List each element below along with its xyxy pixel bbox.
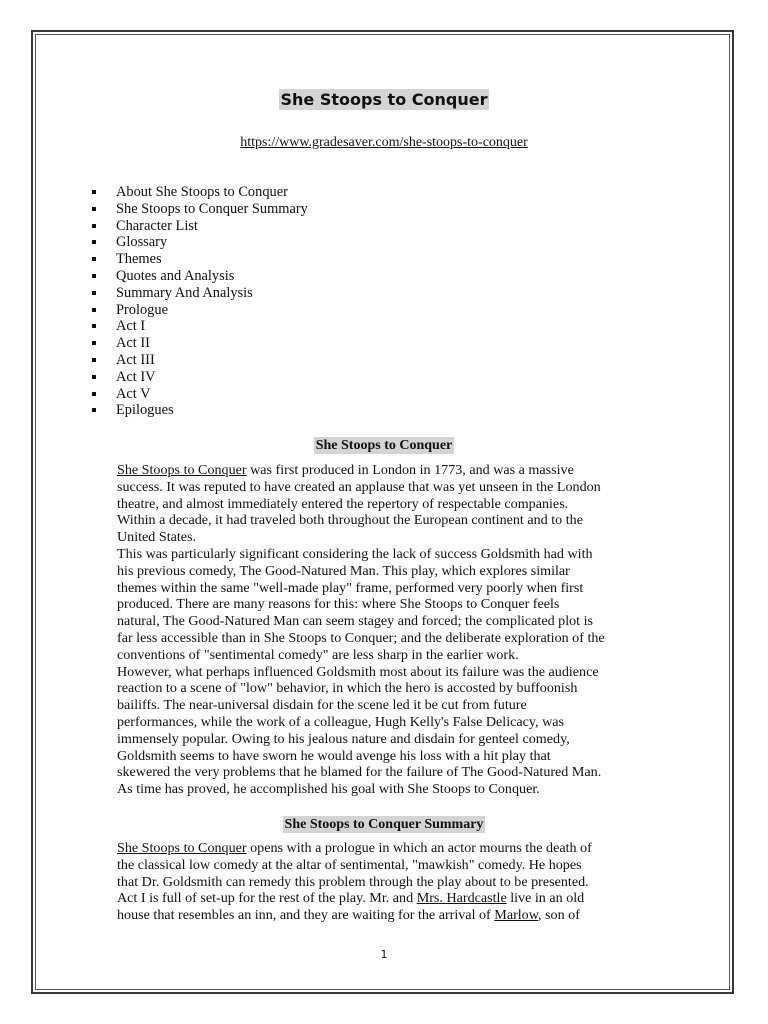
text-line: performances, while the work of a colleague, Hugh Kelly's False Delicacy, was: [117, 713, 564, 730]
text-line: reaction to a scene of "low" behavior, in which the hero is accosted by buffoonish: [117, 680, 578, 697]
play-title-link[interactable]: She Stoops to Conquer: [117, 462, 247, 478]
text-line: produced. There are many reasons for this: where She Stoops to Conquer feels: [117, 596, 560, 613]
toc-item: Character List: [90, 218, 308, 235]
text-line: This was particularly significant considering the lack of success Goldsmith had with: [117, 545, 593, 562]
toc-item: Prologue: [90, 302, 308, 319]
intro-paragraph: [117, 462, 657, 798]
text-span: live in an old: [506, 890, 585, 907]
text-span: was first produced in London in 1773, and was a massive: [246, 462, 574, 478]
text-line: bailiffs. The near-universal disdain for the scene led it be cut from future: [117, 697, 527, 714]
toc-item: Act V: [90, 386, 308, 403]
toc-item: She Stoops to Conquer Summary: [90, 201, 308, 218]
section-heading-summary-text: She Stoops to Conquer Summary: [284, 817, 484, 832]
toc-item: Act IV: [90, 369, 308, 386]
text-line: United States.: [117, 529, 197, 546]
text-span: Act I is full of set-up for the rest of the play. Mr. and: [117, 890, 417, 907]
text-line: conventions of "sentimental comedy" are less sharp in the earlier work.: [117, 646, 519, 663]
text-line: natural, The Good-Natured Man can seem stagey and forced; the complicated plot is: [117, 613, 594, 630]
text-line: [117, 907, 657, 924]
text-line: [117, 890, 657, 907]
text-line: immensely popular. Owing to his jealous nature and disdain for genteel comedy,: [117, 730, 570, 747]
text-span: opens with a prologue in which an actor mourns the death of: [246, 840, 592, 856]
play-title-link[interactable]: She Stoops to Conquer: [117, 840, 247, 856]
text-line: success. It was reputed to have created an applause that was yet unseen in the London: [117, 478, 601, 495]
page-number: 1: [380, 948, 388, 961]
toc-item: Summary And Analysis: [90, 285, 308, 302]
document-title: [0, 90, 768, 110]
section-heading-intro: [0, 438, 768, 454]
text-span: , son of: [538, 907, 580, 924]
text-line: themes within the same "well-made play" frame, performed very poorly when first: [117, 579, 584, 596]
toc-item: Act II: [90, 335, 308, 352]
text-line: theatre, and almost immediately entered the repertory of respectable companies.: [117, 495, 569, 512]
toc-item: Act III: [90, 352, 308, 369]
section-heading-intro-text: She Stoops to Conquer: [315, 438, 453, 453]
toc-item: Epilogues: [90, 402, 308, 419]
source-url-link[interactable]: https://www.gradesaver.com/she-stoops-to-conquer: [240, 135, 528, 150]
section-heading-summary: [0, 817, 768, 833]
text-line: his previous comedy, The Good-Natured Man. This play, which explores similar: [117, 562, 570, 579]
text-span: house that resembles an inn, and they are waiting for the arrival of: [117, 907, 495, 924]
text-line: Goldsmith seems to have sworn he would avenge his loss with a hit play that: [117, 747, 551, 764]
text-line: As time has proved, he accomplished his goal with She Stoops to Conquer.: [117, 781, 540, 798]
toc-item: About She Stoops to Conquer: [90, 184, 308, 201]
text-line: However, what perhaps influenced Goldsmith most about its failure was the audience: [117, 663, 599, 680]
summary-paragraph: [117, 840, 657, 924]
toc-item: Quotes and Analysis: [90, 268, 308, 285]
text-line: [117, 840, 657, 857]
table-of-contents: [90, 184, 308, 419]
text-line: Within a decade, it had traveled both throughout the European continent and to the: [117, 512, 583, 529]
text-line: [117, 462, 657, 479]
character-link-marlow[interactable]: Marlow: [494, 907, 538, 924]
document-title-text: She Stoops to Conquer: [280, 90, 488, 109]
character-link-mrs-hardcastle[interactable]: Mrs. Hardcastle: [416, 890, 507, 907]
toc-item: Act I: [90, 318, 308, 335]
text-line: that Dr. Goldsmith can remedy this problem through the play about to be presented.: [117, 873, 589, 890]
text-line: the classical low comedy at the altar of sentimental, "mawkish" comedy. He hopes: [117, 856, 582, 873]
toc-item: Glossary: [90, 234, 308, 251]
text-line: skewered the very problems that he blamed for the failure of The Good-Natured Man.: [117, 764, 602, 781]
text-line: far less accessible than in She Stoops to Conquer; and the deliberate exploration of the: [117, 629, 605, 646]
toc-item: Themes: [90, 251, 308, 268]
